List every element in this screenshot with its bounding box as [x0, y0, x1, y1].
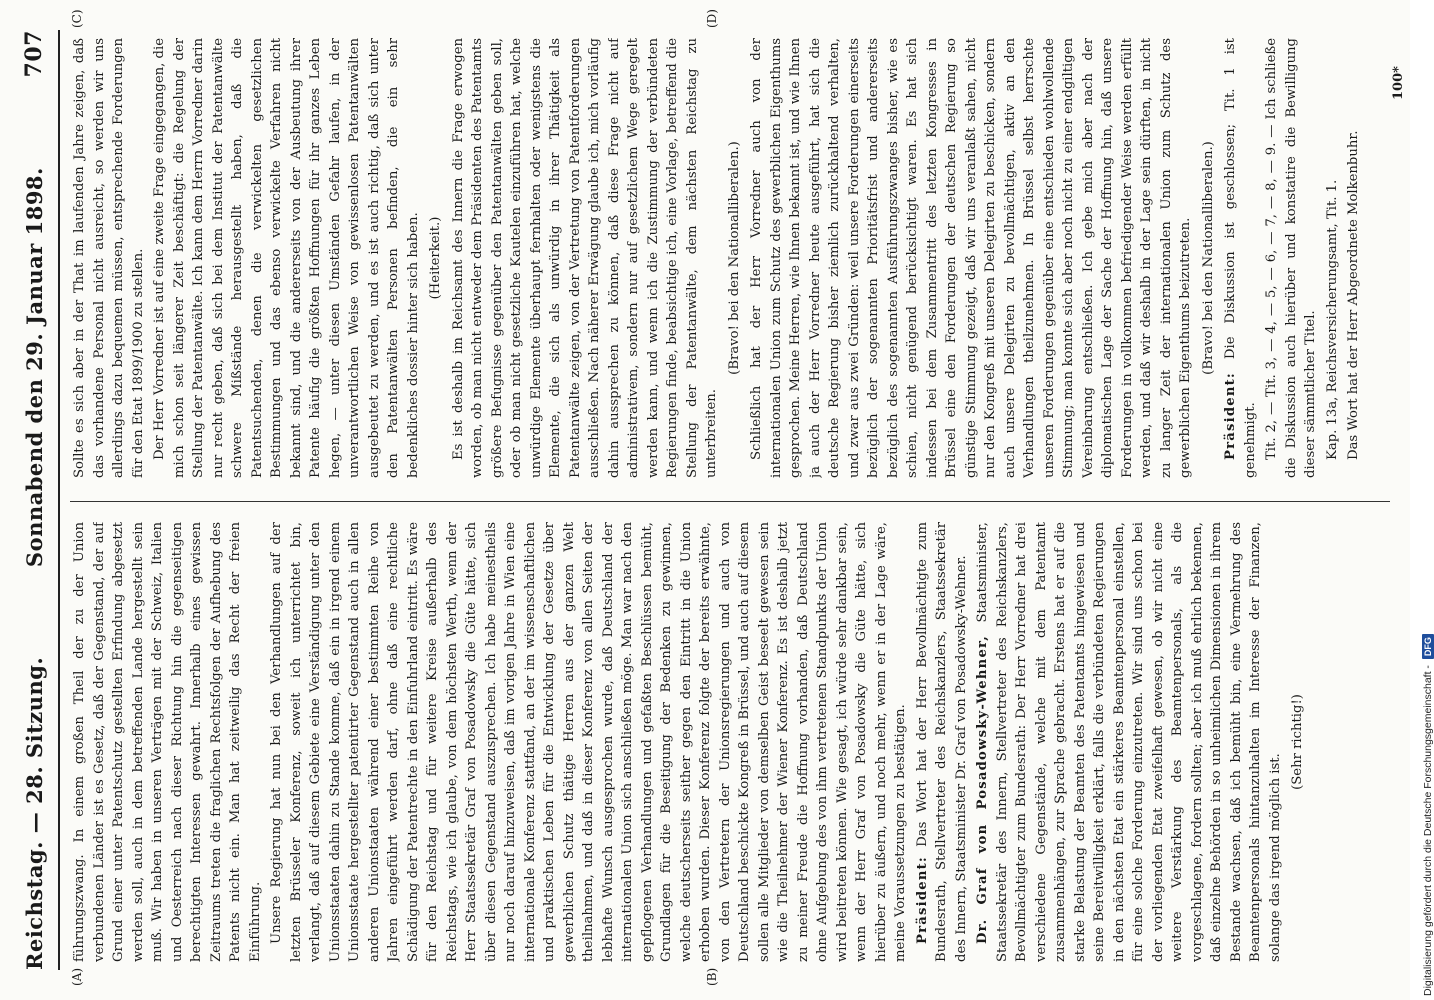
header-center: Sonnabend den 29. Januar 1898. — [21, 167, 47, 568]
interjection: (Heiterkeit.) — [428, 216, 443, 300]
paragraph — [913, 522, 972, 962]
interjection: (Bravo! bei den Nationalliberalen.) — [1200, 141, 1216, 375]
column-divider — [70, 501, 1390, 502]
margin-marker-c: (C) — [70, 9, 84, 28]
paragraph: Es ist deshalb im Reichsamt des Innern die Frage erwogen worden, ob man nicht entweder dem Präsidenten des Patentamts größere Befugnisse gegenüber den Patentanwälten geben soll, oder ob man nicht gesetzliche Kautelen einzuführen hat, welche unwürdige Elemente überhaupt fernhalten oder wenigstens die Elemente, die sich als unwürdig in ihrer Thätigkeit als Patentanwälte zeigen, von der Vertretung von Patentforderungen ausschließen. Nach näherer Erwägung glaube ich, mich vorläufig dahin aussprechen zu können, daß diese Frage nicht auf administrativem, sondern nur auf gesetzlichem Wege geregelt werden kann, und wenn ich die Zustimmung der verbündeten Regierungen finde, beabsichtige ich, eine Vorlage, betreffend die Stellung der Patentanwälte, dem nächsten Reichstag zu unterbreiten. — [450, 38, 719, 478]
paragraph: Der Herr Vorredner ist auf eine zweite Frage eingegangen, die mich schon seit längerer Zeit beschäftigt: die Regelung der Stellung der Patentanwälte. Ich kann dem Herrn Vorredner darin nur recht geben, daß sich bei dem Institut der Patentanwälte schwere Mißstände herausgestellt haben, daß die Patentsuchenden, denen die verwickelten gesetzlichen Bestimmungen und das ebenso verwickelte Verfahren nicht bekannt sind, und die andererseits von der Ausbeutung ihrer Patente häufig die größten Hoffnungen für ihr ganzes Leben hegen, — unter diesen Umständen Gefahr laufen, in der unverantwortlichen Weise von gewissenlosen Patentanwälten ausgebeutet zu werden, und es ist auch richtig, daß sich unter den Patentanwälten Personen befinden, die ein sehr bedenkliches dossier hinter sich haben. — [152, 38, 421, 478]
speech-text: Staatsminister, Staatssekretär des Innern, Stellvertreter des Reichskanzlers, Bevollmächtigter zum Bundesrath: Der Herr Vorredner hat drei verschiedene Gegenstände, welche mit dem Patentamt zusammenhängen, zur Sprache gebracht. Erstens hat er auf die starke Belastung der Beamten des Patentamts hingewiesen und seine Bereitwilligkeit erklärt, falls die verbündeten Regierungen in den nächsten Etat ein stärkeres Beamtenpersonal einstellen, für eine solche Forderung einzutreten. Wir sind uns schon bei der vorliegenden Etat zweifelhaft gewesen, ob wir nicht eine weitere Verstärkung des Beamtenpersonals, als die vorgeschlagene, fordern sollten; aber ich muß ehrlich bekennen, daß einzelne Behörden in so unheimlichen Dimensionen in ihrem Bestande wachsen, daß ich bemüht bin, eine Vermehrung des Beamtenpersonals hintanzuhalten im Interesse der Finanzen, solange das irgend möglich ist. — [975, 522, 1283, 962]
interjection: (Bravo! bei den Nationalliberalen.) — [726, 141, 742, 375]
speaker-name: Präsident: — [914, 855, 930, 944]
paragraph: Unsere Regierung hat nun bei den Verhandlungen auf der letzten Brüsseler Konferenz, soweit ich unterrichtet bin, verlangt, daß auf diesem Gebiete eine Verständigung unter den Unionsstaaten dahin zu Stande komme, daß ein in irgend einem Unionsstaate hergestellter patentirter Gegenstand auch in allen anderen Unionstaaten während einer bestimmten Reihe von Jahren eingeführt werden darf, ohne daß eine rechtliche Schädigung der Patentrechte in den Einfuhrland eintritt. Es wäre für den Reichstag und für weitere Kreise außerhalb des Reichstags, wie ich glaube, von dem höchsten Werth, wenn der Herr Staatssekretär Graf von Posadowsky die Güte hätte, sich über diesen Gegenstand auszusprechen. Ich habe meinestheils nur noch darauf hinzuweisen, daß im vorigen Jahre in Wien eine internationale Konferenz stattfand, an der im wissenschaftlichen und praktischen Leben für die Entwicklung der Gesetze über gewerblichen Schutz thätige Herren aus der ganzen Welt theilnahmen, und daß in dieser Konferenz von allen Seiten der lebhafte Wunsch ausgesprochen wurde, daß Deutschland der internationalen Union sich anschließen möge. Man war nach den gepflogenen Verhandlungen und gefaßten Beschlüssen bemüht, Grundlagen für die Beseitigung der Bedenken zu gewinnen, welche deutscherseits seither gegen den Eintritt in die Union erhoben wurden. Dieser Konferenz folgte der bereits erwähnte, von den Vertretern der Unionsregierungen und auch von Deutschland beschickte Kongreß in Brüssel, und auch auf diesem sollen alle Mitglieder von demselben Geist beseelt gewesen sein wie die Theilnehmer der Wiener Konferenz. Es ist deshalb jetzt zu meiner Freude die Hoffnung vorhanden, daß Deutschland ohne Aufgebung des von ihm vertretenen Standpunkts der Union wird beitreten können. Wie gesagt, ich würde sehr dankbar sein, wenn der Herr Graf von Posadowsky die Güte hätte, sich hierüber zu äußern, und noch mehr, wenn er in der Lage wäre, meine Voraussetzungen zu bestätigen. — [269, 522, 908, 962]
speaker-name: Präsident: — [1223, 371, 1238, 460]
digitization-text: Digitalisierung gefördert durch die Deutsche Forschungsgemeinschaft - — [1422, 665, 1434, 996]
paragraph: Sollte es sich aber in der That im laufenden Jahre zeigen, daß das vorhandene Personal nicht ausreicht, so werden wir uns allerdings dazu bequemen müssen, entsprechende Forderungen für den Etat 1899/1900 zu stellen. — [72, 38, 146, 478]
page-number: 707 — [21, 30, 47, 78]
paragraph: Schließlich hat der Herr Vorredner auch von der internationalen Union zum Schutz des gewerblichen Eigenthums gesprochen. Meine Herren, wie Ihnen bekannt ist, und wie Ihnen ja auch der Herr Vorredner heute ausgeführt, hat sich die deutsche Regierung bisher ziemlich zurückhaltend verhalten, und zwar aus zwei Gründen: weil unsere Forderungen einerseits bezüglich der sogenannten Prioritätsfrist und andererseits bezüglich des sogenannten Ausführungszwanges bisher, wie es schien, nicht genügend berücksichtigt waren. Es hat sich indessen bei dem Zusammentritt des letzten Kongresses in Brüssel eine den Forderungen der deutschen Regierung so günstige Stimmung gezeigt, daß wir uns veranlaßt sahen, nicht nur den Kongreß mit unseren Delegirten zu beschicken, sondern auch unsere Delegirten zu bevollmächtigen, aktiv an den Verhandlungen theilzunehmen. In Brüssel selbst herrschte unseren Forderungen gegenüber eine entschieden wohlwollende Stimmung; man konnte sich aber noch nicht zu einer endgiltigen Vereinbarung entschließen. Ich gebe mich aber nach der diplomatischen Lage der Sache der Hoffnung hin, daß unsere Forderungen in vollkommen befriedigender Weise werden erfüllt werden, und daß wir deshalb in der Lage sein dürften, in nicht zu langer Zeit der internationalen Union zum Schutz des gewerblichen Eigenthums beizutreten. — [749, 38, 1193, 478]
dfg-logo: DFG — [1422, 634, 1434, 659]
signature-mark: 100* — [1391, 66, 1406, 100]
paragraph: Das Wort hat der Herr Abgeordnete Molkenbuhr. — [1346, 130, 1361, 460]
margin-marker-a: (A) — [70, 967, 84, 986]
paragraph — [973, 522, 1285, 962]
header-left: Reichstag. — 28. Sitzung. — [21, 656, 47, 970]
margin-marker-d: (D) — [705, 9, 719, 28]
paragraph: führungszwang. In einem großen Theil der zu der Union verbundenen Länder ist es Gesetz, daß der Gegenstand, der auf Grund einer unter Patentschutz gestellten Erfindung abgesetzt werden soll, auch in dem betreffenden Lande hergestellt sein muß. Wir haben in unseren Verträgen mit der Schweiz, Italien und Oesterreich nach dieser Richtung hin die gegenseitigen berechtigten Interessen gewahrt. Innerhalb eines gewissen Zeitraums treten die fraglichen Rechtsfolgen der Aufhebung des Patents nicht ein. Man hat zeitweilig das Recht der freien Einführung. — [72, 522, 263, 962]
right-column — [70, 38, 1390, 478]
margin-marker-b: (B) — [705, 967, 719, 986]
left-column — [70, 522, 1390, 962]
digitization-note — [1422, 6, 1434, 996]
paragraph: Tit. 2, — Tit. 3, — 4, — 5, — 6, — 7, — 8, — 9. — Ich schließe die Diskussion auch hierüber und konstatire die Bewilligung dieser sämmtlicher Titel. — [1264, 38, 1318, 478]
speech-text: Die Diskussion ist geschlossen; Tit. 1 ist genehmigt. — [1223, 38, 1258, 478]
speech-text: Das Wort hat der Herr Bevollmächtigte zum Bundesrath, Stellvertreter des Reichskanzlers, Staatssekretär des Innern, Staatsminister Dr. Graf von Posadowsky-Wehner. — [914, 522, 969, 962]
paragraph: Kap. 13a, Reichsversicherungsamt, Tit. 1. — [1324, 179, 1340, 460]
interjection: (Sehr richtig!) — [1290, 694, 1305, 790]
page-header — [10, 30, 60, 970]
speaker-name: Dr. Graf von Posadowsky-Wehner, — [975, 634, 990, 944]
paragraph — [1221, 38, 1260, 478]
